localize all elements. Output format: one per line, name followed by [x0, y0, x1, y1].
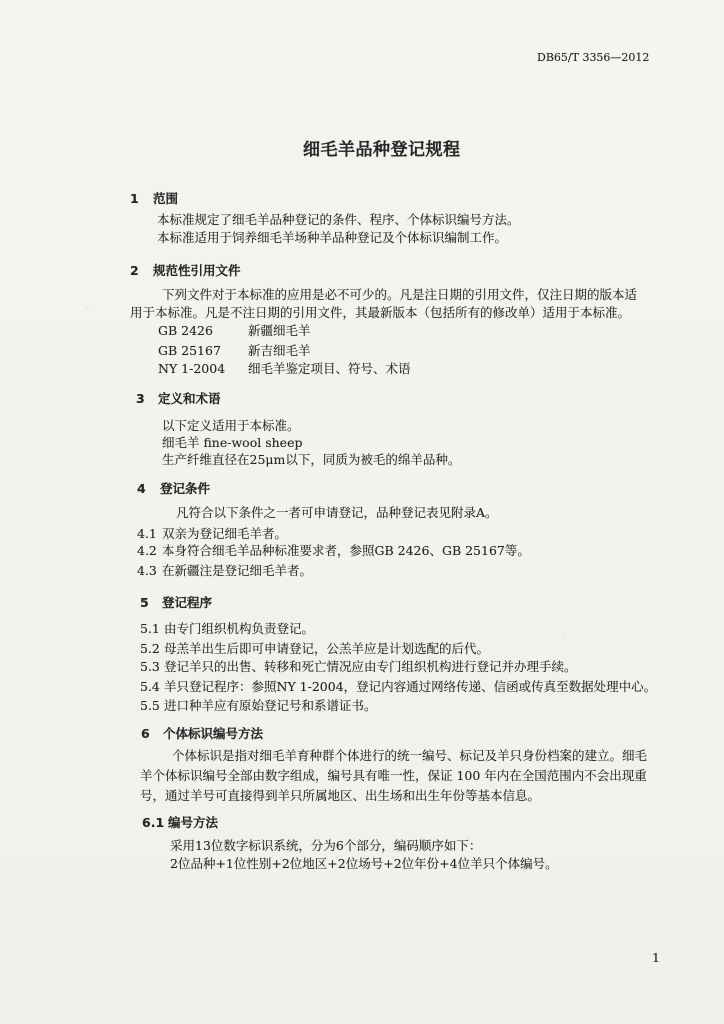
clause-number: 4.3 [137, 563, 157, 578]
clause-number: 5.4 [140, 679, 160, 694]
clause-number: 5.2 [140, 641, 160, 656]
section-3-number: 3 [136, 391, 145, 406]
section-3-heading: 定义和术语 [158, 391, 221, 406]
section-2-line: 用于本标准。凡是不注日期的引用文件，其最新版本（包括所有的修改单）适用于本标准。 [130, 305, 631, 320]
section-2-line: 下列文件对于本标准的应用是必不可少的。凡是注日期的引用文件，仅注日期的版本适 [162, 287, 638, 302]
subsection-6-1-line: 2位品种+1位性别+2位地区+2位场号+2位年份+4位羊只个体编号。 [170, 856, 558, 871]
clause-number: 4.2 [137, 543, 157, 558]
reference-name: 新疆细毛羊 [248, 323, 311, 338]
section-4-intro: 凡符合以下条件之一者可申请登记，品种登记表见附录A。 [176, 505, 498, 520]
section-1-number: 1 [130, 191, 139, 206]
clause-number: 5.3 [140, 659, 160, 674]
section-2-heading: 规范性引用文件 [153, 263, 241, 278]
clause-text: 由专门组织机构负责登记。 [164, 621, 315, 636]
term-entry: 细毛羊 fine-wool sheep [162, 435, 303, 450]
clause-text: 羊只登记程序：参照NY 1-2004，登记内容通过网络传递、信函或传真至数据处理中心。 [164, 679, 657, 694]
section-1-heading: 范围 [153, 191, 179, 206]
term-definition: 生产纤维直径在25μm以下，同质为被毛的绵羊品种。 [162, 452, 461, 467]
subsection-6-1-number: 6.1 [142, 815, 165, 830]
clause-text: 母羔羊出生后即可申请登记，公羔羊应是计划选配的后代。 [164, 641, 490, 656]
section-6-heading: 个体标识编号方法 [163, 726, 264, 741]
document-title: 细毛羊品种登记规程 [303, 140, 461, 160]
section-6-line: 号，通过羊号可直接得到羊只所属地区、出生场和出生年份等基本信息。 [140, 788, 541, 803]
clause-text: 登记羊只的出售、转移和死亡情况应由专门组织机构进行登记并办理手续。 [164, 659, 577, 674]
page-number: 1 [652, 950, 660, 965]
section-1-line: 本标准规定了细毛羊品种登记的条件、程序、个体标识编号方法。 [157, 212, 520, 227]
clause-text: 进口种羊应有原始登记号和系谱证书。 [164, 698, 377, 713]
subsection-6-1-line: 采用13位数字标识系统，分为6个部分，编码顺序如下： [170, 838, 482, 853]
reference-code: GB 25167 [158, 343, 221, 358]
reference-code: NY 1-2004 [158, 361, 226, 376]
reference-name: 新吉细毛羊 [248, 343, 311, 358]
clause-number: 4.1 [137, 526, 157, 541]
section-4-heading: 登记条件 [160, 481, 211, 496]
clause-text: 双亲为登记细毛羊者。 [162, 526, 288, 541]
clause-text: 在新疆注是登记细毛羊者。 [162, 563, 313, 578]
section-3-intro: 以下定义适用于本标准。 [162, 418, 300, 433]
clause-number: 5.5 [140, 698, 160, 713]
section-4-number: 4 [137, 481, 146, 496]
section-2-number: 2 [130, 263, 139, 278]
standard-code-header: DB65/T 3356—2012 [537, 51, 650, 64]
clause-text: 本身符合细毛羊品种标准要求者，参照GB 2426、GB 25167等。 [162, 543, 530, 558]
section-1-line: 本标准适用于饲养细毛羊场种羊品种登记及个体标识编制工作。 [157, 230, 508, 245]
section-6-number: 6 [141, 726, 150, 741]
section-5-heading: 登记程序 [162, 595, 213, 610]
reference-name: 细毛羊鉴定项目、符号、术语 [248, 361, 411, 376]
section-5-number: 5 [140, 595, 149, 610]
clause-number: 5.1 [140, 621, 160, 636]
section-6-line: 羊个体标识编号全部由数字组成，编号具有唯一性，保证 100 年内在全国范围内不会出现重 [140, 768, 647, 783]
section-6-line: 个体标识是指对细毛羊育种群个体进行的统一编号、标记及羊只身份档案的建立。细毛 [172, 748, 648, 763]
reference-code: GB 2426 [158, 323, 213, 338]
subsection-6-1-heading: 编号方法 [168, 815, 219, 830]
